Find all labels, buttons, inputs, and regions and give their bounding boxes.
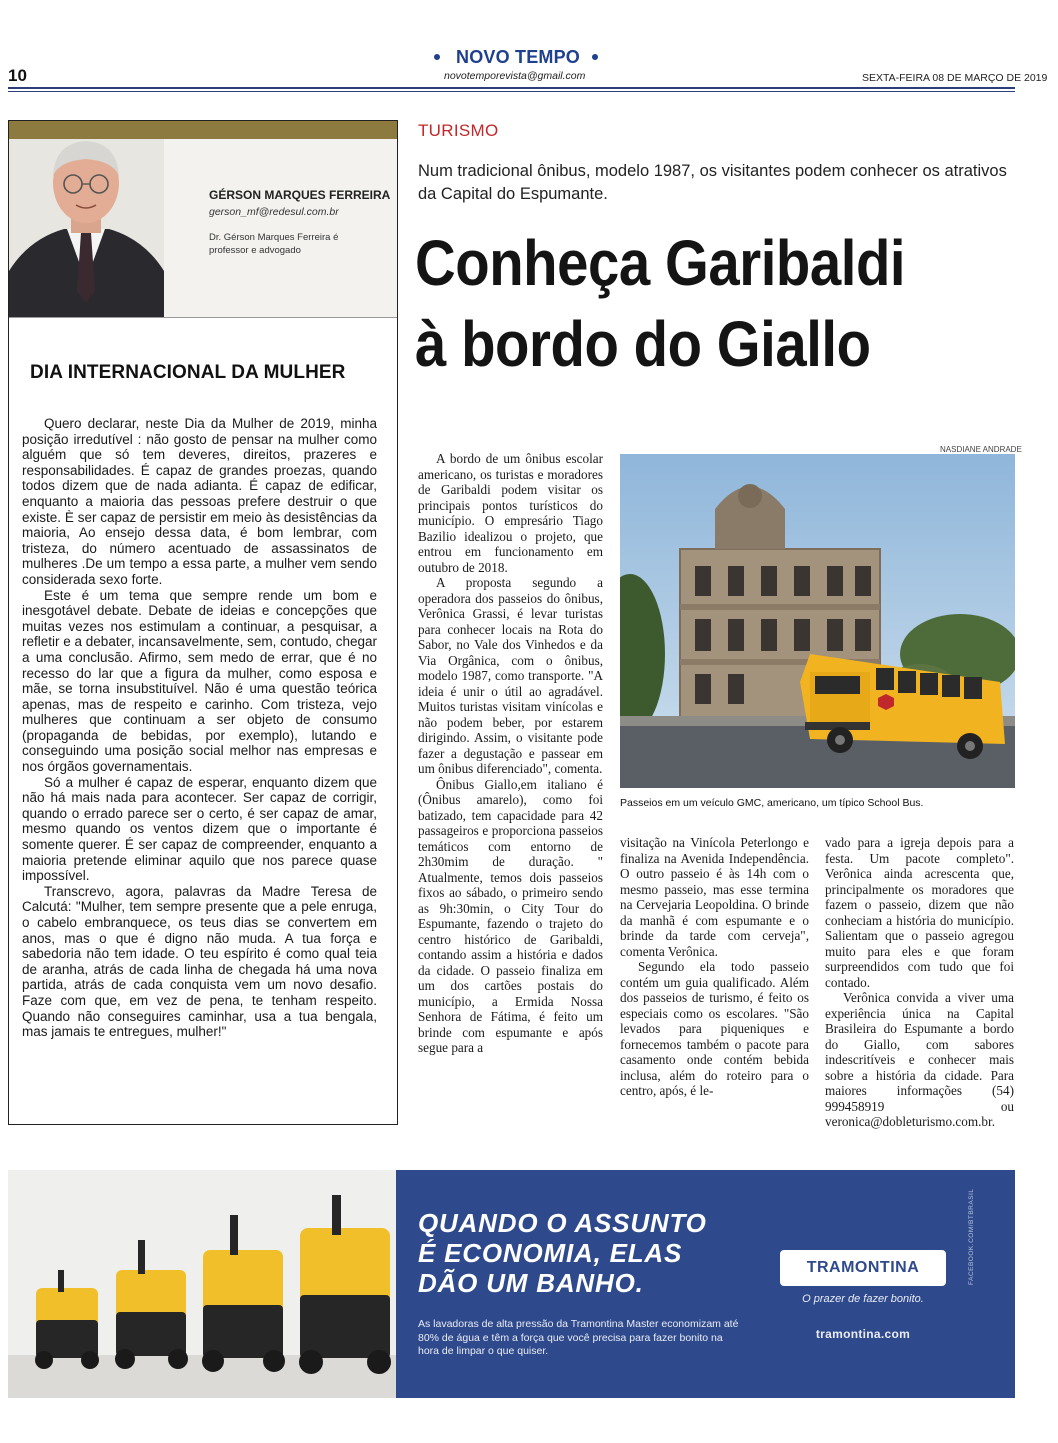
author-photo (9, 121, 164, 317)
brand-tagline: O prazer de fazer bonito. (802, 1293, 924, 1305)
photo-caption: Passeios em um veículo GMC, americano, um típico School Bus. (620, 797, 924, 809)
article-column-1 (418, 451, 603, 1056)
article-paragraph: Verônica convida a viver uma experiência única na Capital Brasileira do Espumante a bordo do Giallo, com sabores indescritíveis e conhecer mais sobre a história da cidade. Para maiores informações (54) 999458919 ou veronica@dobleturismo.com.br. (825, 990, 1014, 1129)
masthead-dot-right (592, 54, 598, 60)
headline-line-2: à bordo do Giallo (415, 308, 871, 380)
article-column-2 (620, 835, 809, 1099)
photo-credit: NASDIANE ANDRADE (940, 445, 1022, 454)
ad-headline-line-1: QUANDO O ASSUNTO (418, 1208, 707, 1238)
masthead-title: NOVO TEMPO (456, 47, 581, 67)
masthead-dot-left (434, 54, 440, 60)
brand-url[interactable]: tramontina.com (815, 1327, 911, 1341)
article-paragraph: vado para a igreja depois para a festa. Um pacote completo". Verônica ainda acrescenta que, principalmente os moradores que fazem o passeio, dizem que não conheciam a história do município. Salientam que o passeio agregou muito para eles e que foram surpreendidos com tudo que foi contado. (825, 835, 1014, 990)
article-paragraph: A bordo de um ônibus escolar americano, os turistas e moradores de Garibaldi podem visitar os principais pontos turísticos do município. O empresário Tiago Bazilio idealizou o projeto, que entrou em funcionamento em outubro de 2018. (418, 451, 603, 575)
ad-headline (418, 1208, 748, 1298)
column-title: DIA INTERNACIONAL DA MULHER (30, 362, 346, 383)
article-paragraph: visitação na Vinícola Peterlongo e finaliza na Avenida Independência. O outro passeio é às 14h com o mesmo passeio, mas esse termina na Cervejaria Leopoldina. O brinde da manhã é com espumante e o brinde da tarde com cerveja", comenta Verônica. (620, 835, 809, 959)
column-paragraph: Este é um tema que sempre rende um bom e inesgotável debate. Debate de ideias e concepções que muitas vezes nos estimulam a continuar, a pesquisar, a refletir e a debater, incansavelmente, sem, contudo, chegar a uma conclusão. Afirmo, sem medo de errar, que é no recesso do lar que a figura da mulher, como esposa e mãe, se torna insubstituível. Não é uma questão teórica apenas, mas de respeito e carinho. Com tristeza, vejo mulheres que continuam a ser objeto de consumo (propaganda de bebidas, por exemplo), lutando e conseguindo uma posição social melhor nas empresas e nos órgãos governamentais. (22, 587, 377, 775)
article-paragraph: Ônibus Giallo,em italiano é (Ônibus amarelo), como foi batizado, tem capacidade para 42 passageiros e proporciona passeios temáticos com entorno de 2h30mim de duração. " Atualmente, temos dois passeios fixos ao sábado, o primeiro sendo as 9h:30min, o City Tour do Espumante, fazendo o trajeto do centro histórico de Garibaldi, contando assim a história e dados da cidade. O passeio finaliza em um dos cartões postais do município, a Ermida Nossa Senhora de Fátima, é feito um brinde com espumante e após segue para a (418, 776, 603, 1055)
article-paragraph: A proposta segundo a operadora dos passeios do ônibus, Verônica Grassi, é levar turistas para conhecer locais na Rota do Sabor, no Vale dos Vinhedos e da Via Orgânica, com o ônibus, modelo 1987, como transporte. "A ideia é unir o útil ao agradável. Muitos turistas visitam vinícolas e não podem beber, por estarem dirigindo. Assim, o visitante pode fazer a degustação e passear em um ônibus diferenciado", comenta. (418, 575, 603, 776)
header-rule (8, 87, 1015, 89)
brand-logo: TRAMONTINA (806, 1259, 920, 1276)
page-number: 10 (8, 66, 27, 85)
pressure-washer-icon (8, 1170, 396, 1398)
article-paragraph: Segundo ela todo passeio contém um guia qualificado. Além dos passeios de turismo, é feito os especiais como os escolares. "São levados para piqueniques e fornecemos também o pacote para casamento onde contém bebida inclusa, além do roteiro para o centro, após, é le- (620, 959, 809, 1098)
author-bio: Dr. Gérson Marques Ferreira é professor e advogado (209, 232, 339, 256)
ad-headline-line-3: DÃO UM BANHO. (418, 1268, 644, 1298)
author-name: GÉRSON MARQUES FERREIRA (209, 188, 391, 202)
ad-subtext: As lavadoras de alta pressão da Tramontina Master economizam até 80% de água e têm a força que você precisa para fazer bonito na hora de limpar o que quiser. (418, 1318, 739, 1357)
author-email[interactable]: gerson_mf@redesul.com.br (209, 206, 339, 218)
bus-photo (620, 454, 1015, 788)
section-label: TURISMO (418, 121, 499, 140)
article-column-3 (825, 835, 1014, 1130)
ad-headline-line-2: É ECONOMIA, ELAS (418, 1238, 683, 1268)
masthead-email[interactable]: novotemporevista@gmail.com (444, 70, 586, 82)
headline-line-1: Conheça Garibaldi (415, 227, 906, 299)
header-rule-thin (8, 91, 1015, 92)
column-body (22, 416, 377, 1040)
column-paragraph: Quero declarar, neste Dia da Mulher de 2019, minha posição irredutível : não gosto de pensar na mulher como alguém que só tem deveres, direitos, prazeres e responsabilidades. É capaz de grandes proezas, quando todos dizem que de nada adianta. É capaz de edificar, enquanto a maioria das pessoas prefere destruir o que existe. È ser capaz de persistir em meio às desistências da maioria, Ao ensejo dessa data, é bom lembrar, com tristeza, do número acentuado de assassinatos de mulheres .De um tempo a essa parte, a mulher vem sendo considerada sexo forte. (22, 416, 377, 587)
article-headline (415, 223, 943, 385)
column-paragraph: Só a mulher é capaz de esperar, enquanto dizem que não há mais nada para acontecer. Ser capaz de corrigir, quando o errado parece ser o certo, é ser capaz de amar, mesmo quando os ventos dizem que o importante é somente querer. É ser capaz de compreender, enquanto a maioria pretende eliminar aquilo que nos parece quase impossível. (22, 774, 377, 884)
ad-social-handle: FACEBOOK.COM/BTBRASIL (968, 1188, 975, 1285)
article-lead: Num tradicional ônibus, modelo 1987, os visitantes podem conhecer os atrativos da Capital do Espumante. (418, 162, 1007, 203)
column-paragraph: Transcrevo, agora, palavras da Madre Teresa de Calcutá: "Mulher, tem sempre presente que a pele enruga, o cabelo embranquece, os teus dias se convertem em anos, mas o que é digno não muda. A tua força e sabedoria não tem idade. O teu espírito é como qual teia de aranha, atrás de cada linha de chegada há uma nova partida, atrás de cada conquista vem um novo desafio. Faze com que, em vez de pena, te tenham respeito. Quando não conseguires caminhar, usa a tua bengala, mas jamais te entregues, mulher!" (22, 883, 377, 1040)
issue-date: SEXTA-FEIRA 08 DE MARÇO DE 2019 (862, 72, 1048, 84)
column-divider (9, 317, 397, 318)
